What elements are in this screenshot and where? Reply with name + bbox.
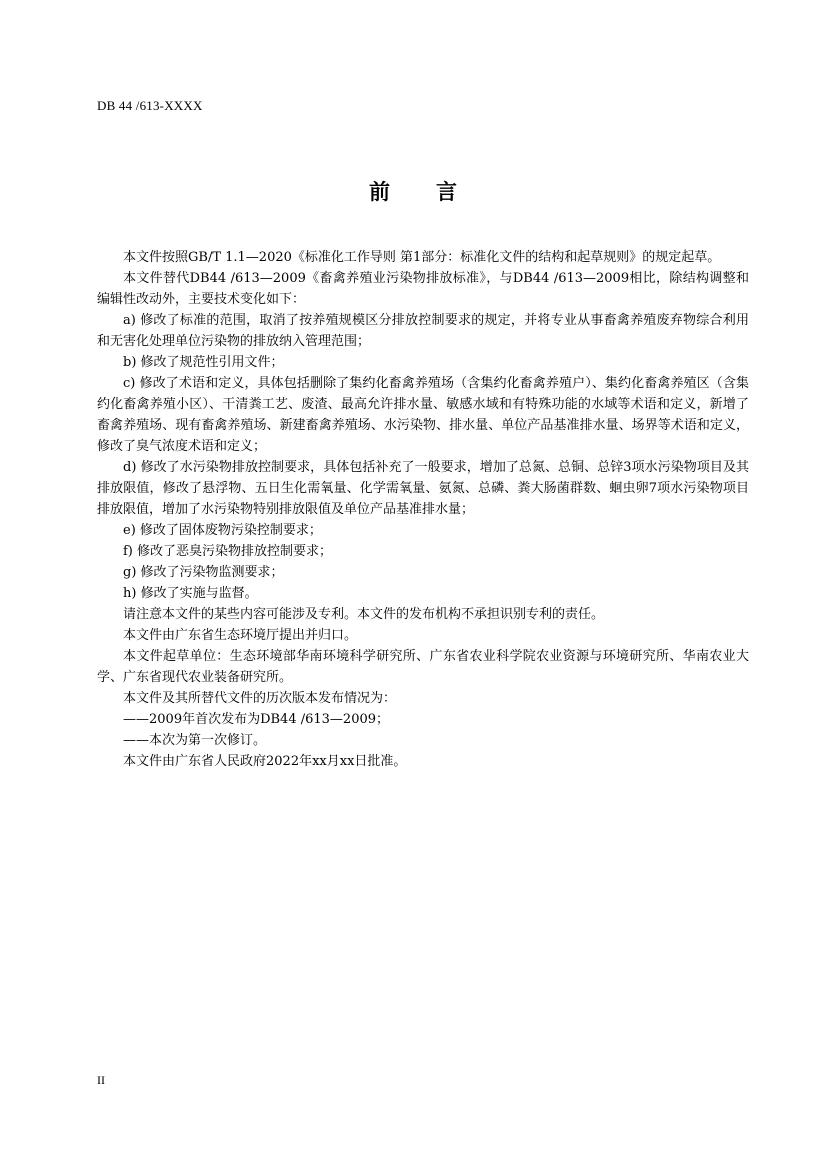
change-item-h: h) 修改了实施与监督。 bbox=[123, 586, 258, 601]
paragraph-replacement: 本文件替代DB44 /613—2009《畜禽养殖业污染物排放标准》，与DB44 /613—2009相比，除结构调整和编辑性改动外，主要技术变化如下： bbox=[97, 271, 749, 307]
paragraph-approval: 本文件由广东省人民政府2022年xx月xx日批准。 bbox=[123, 754, 407, 769]
change-item-d: d) 修改了水污染物排放控制要求，具体包括补充了一般要求，增加了总氮、总铜、总锌3项水污染物项目及其排放限值，修改了悬浮物、五日生化需氧量、化学需氧量、氨氮、总磷、粪大肠菌群数、蛔虫卵7项水污染物项目排放限值，增加了水污染物特别排放限值及单位产品基准排水量； bbox=[97, 460, 749, 517]
paragraph-patent-notice: 请注意本文件的某些内容可能涉及专利。本文件的发布机构不承担识别专利的责任。 bbox=[123, 607, 605, 622]
page-number: II bbox=[97, 1073, 105, 1087]
change-item-c: c) 修改了术语和定义，具体包括删除了集约化畜禽养殖场（含集约化畜禽养殖户）、集约化畜禽养殖区（含集约化畜禽养殖小区）、干清粪工艺、废渣、最高允许排水量、敏感水域和有特殊功能的水域等术语和定义，新增了畜禽养殖场、现有畜禽养殖场、新建畜禽养殖场、水污染物、排水量、单位产品基准排水量、场界等术语和定义，修改了臭气浓度术语和定义； bbox=[97, 376, 749, 454]
history-item-revision: ——本次为第一次修订。 bbox=[123, 733, 267, 748]
title-char-2: 言 bbox=[436, 180, 457, 204]
paragraph-history-intro: 本文件及其所替代文件的历次版本发布情况为： bbox=[123, 691, 397, 706]
page-title bbox=[0, 176, 826, 206]
change-item-g: g) 修改了污染物监测要求； bbox=[123, 565, 284, 580]
change-item-f: f) 修改了恶臭污染物排放控制要求； bbox=[123, 544, 333, 559]
paragraph-standard-basis: 本文件按照GB/T 1.1—2020《标准化工作导则 第1部分：标准化文件的结构和起草规则》的规定起草。 bbox=[123, 250, 721, 265]
change-item-a: a) 修改了标准的范围，取消了按养殖规模区分排放控制要求的规定，并将专业从事畜禽养殖废弃物综合利用和无害化处理单位污染物的排放纳入管理范围； bbox=[97, 313, 749, 349]
change-item-b: b) 修改了规范性引用文件； bbox=[123, 355, 284, 370]
history-item-first: ——2009年首次发布为DB44 /613—2009； bbox=[123, 712, 390, 727]
paragraph-drafting-units: 本文件起草单位：生态环境部华南环境科学研究所、广东省农业科学院农业资源与环境研究所、华南农业大学、广东省现代农业装备研究所。 bbox=[97, 649, 749, 685]
document-code: DB 44 /613-XXXX bbox=[97, 98, 203, 113]
change-item-e: e) 修改了固体废物污染控制要求； bbox=[123, 523, 322, 538]
title-char-1: 前 bbox=[369, 180, 390, 204]
paragraph-proposer: 本文件由广东省生态环境厅提出并归口。 bbox=[123, 628, 358, 643]
foreword-body bbox=[97, 247, 749, 772]
